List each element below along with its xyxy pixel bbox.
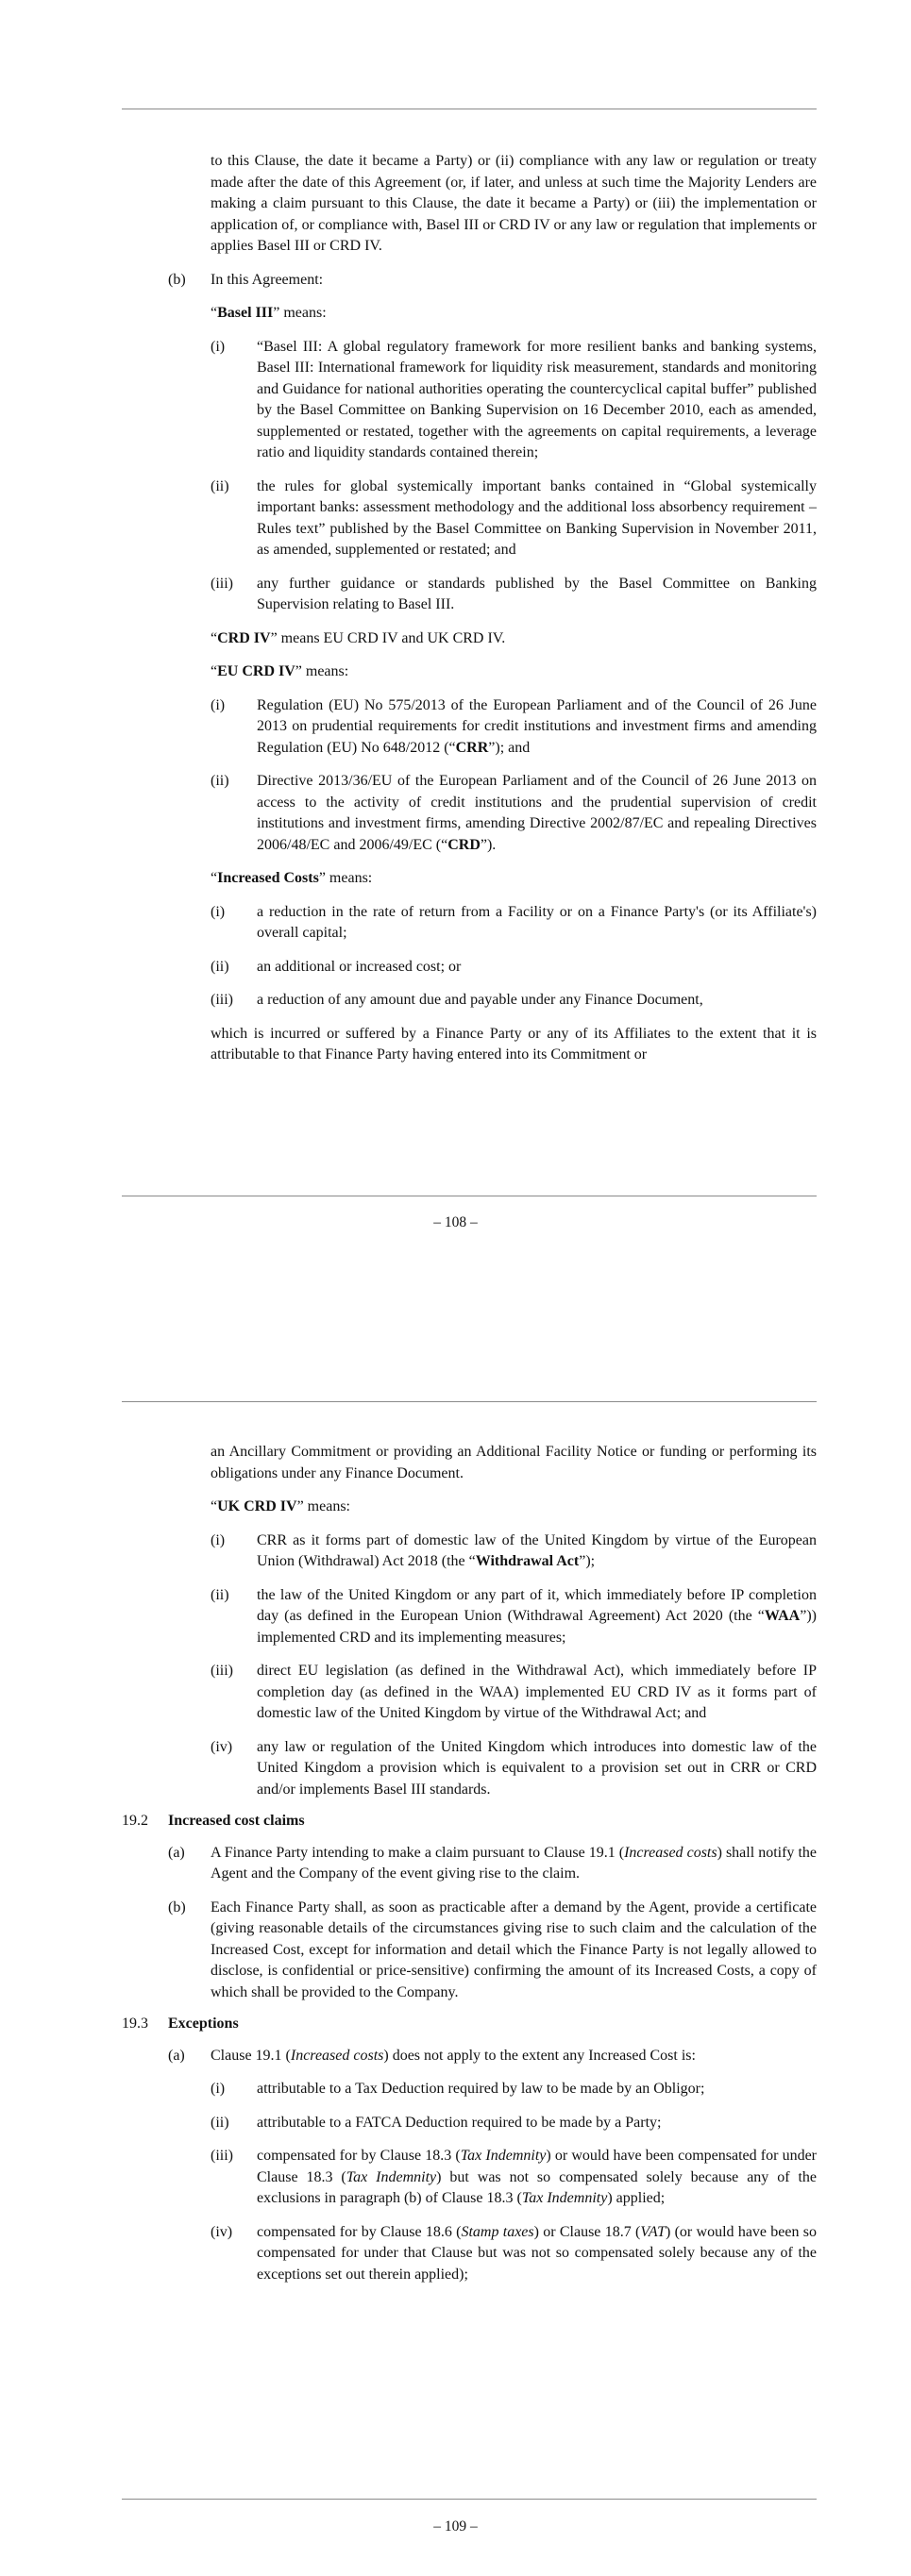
page-top-rule	[122, 1401, 817, 1402]
defined-term: EU CRD IV	[217, 663, 295, 679]
list-item: (ii) the law of the United Kingdom or any part of it, which immediately before IP completion day (as defined in the European Union (Withdrawal Agreement) Act 2020 (the “WAA”)) implemented CRD and its implementing measures;	[211, 1586, 817, 1646]
paragraph-label: (b)	[168, 271, 186, 288]
page-108-body	[0, 151, 911, 1066]
clause-heading-19-2	[0, 1811, 911, 1832]
paragraph-b: (b) Each Finance Party shall, as soon as practicable after a demand by the Agent, provide a certificate (giving reasonable details of the circumstances giving rise to such claim and the calculation of the Increased Cost, except for information and detail which the Finance Party is not legally allowed to disclose, is confidential or price-sensitive) confirming the amount of its Increased Costs, a copy of which shall be provided to the Company.	[168, 1899, 817, 2000]
paragraph-a: (a) A Finance Party intending to make a claim pursuant to Clause 19.1 (Increased costs) shall notify the Agent and the Company of the event giving rise to the claim.	[168, 1844, 817, 1882]
definition-increased-costs: “Increased Costs” means:	[211, 870, 373, 886]
paragraph-text: In this Agreement:	[211, 271, 324, 288]
defined-term: Increased Costs	[217, 870, 319, 886]
clause-title: Exceptions	[168, 2016, 239, 2032]
page-108	[0, 0, 911, 1274]
list-item: (iv) compensated for by Clause 18.6 (Stamp taxes) or Clause 18.7 (VAT) (or would have been so compensated for under that Clause but was not so compensated solely because any of the exceptions set out therein applied);	[211, 2223, 818, 2283]
paragraph-a: (a) Clause 19.1 (Increased costs) does not apply to the extent any Increased Cost is:	[168, 2047, 696, 2064]
continued-paragraph: an Ancillary Commitment or providing an Additional Facility Notice or funding or performing its obligations under any Finance Document.	[211, 1444, 817, 1481]
paragraph-b	[0, 270, 911, 292]
list-item: (i) a reduction in the rate of return from a Facility or on a Finance Party's (or its Affiliate's) overall capital;	[211, 903, 817, 941]
clause-title: Increased cost claims	[168, 1813, 305, 1829]
list-item: (ii) the rules for global systemically important banks contained in “Global systemically important banks: assessment methodology and the additional loss absorbency requirement – Rules text” published by the Basel Committee on Banking Supervision in November 2011, as amended, supplemented or restated; and	[211, 477, 817, 558]
page-109	[0, 1415, 911, 2576]
defined-term: UK CRD IV	[217, 1498, 297, 1514]
list-item: (i) CRR as it forms part of domestic law of the United Kingdom by virtue of the European Union (Withdrawal) Act 2018 (the “Withdrawal Act”);	[211, 1531, 817, 1569]
list-item: (ii) attributable to a FATCA Deduction required to be made by a Party;	[211, 2114, 662, 2131]
clause-number: 19.3	[122, 2016, 148, 2032]
definition-uk-crd-iv: “UK CRD IV” means:	[211, 1498, 350, 1514]
definition-tail: which is incurred or suffered by a Finance Party or any of its Affiliates to the extent that it is attributable to that Finance Party having entered into its Commitment or	[211, 1025, 817, 1062]
list-item: (iii) direct EU legislation (as defined in the Withdrawal Act), which immediately before IP completion day (as defined in the WAA) implemented EU CRD IV as it forms part of domestic law of the United Kingdom by virtue of the Withdrawal Act; and	[211, 1663, 817, 1721]
definition-basel-iii: “Basel III” means:	[211, 305, 327, 321]
defined-term: CRD IV	[217, 629, 271, 646]
clause-heading-19-3	[0, 2014, 911, 2035]
definition-eu-crd-iv: “EU CRD IV” means:	[211, 663, 349, 679]
clause-number: 19.2	[122, 1813, 148, 1829]
list-item: (i) Regulation (EU) No 575/2013 of the European Parliament and of the Council of 26 June 2013 on prudential requirements for credit institutions and investment firms and amending Regulation (EU) No 648/2012 (“CRR”); and	[211, 696, 817, 756]
page-number: – 108 –	[433, 1214, 478, 1230]
page-number: – 109 –	[433, 2518, 478, 2534]
defined-term: Basel III	[217, 305, 274, 321]
list-item: (iii) a reduction of any amount due and payable under any Finance Document,	[211, 992, 703, 1008]
definition-crd-iv: “CRD IV” means EU CRD IV and UK CRD IV.	[211, 629, 506, 646]
list-item: (iv) any law or regulation of the United Kingdom which introduces into domestic law of the United Kingdom a provision which is equivalent to a provision set out in CRR or CRD and/or implements Basel III standards.	[211, 1738, 817, 1798]
list-item: (i) attributable to a Tax Deduction required by law to be made by an Obligor;	[211, 2081, 705, 2097]
list-item: (i) “Basel III: A global regulatory framework for more resilient banks and banking systems, Basel III: International framework for liquidity risk measurement, standards and monitoring and Guidance for national authorities operating the countercyclical capital buffer” published by the Basel Committee on Banking Supervision on 16 December 2010, each as amended, supplemented or restated, together with the agreements on capital requirements, a leverage ratio and liquidity standards contained therein;	[211, 338, 817, 460]
continued-paragraph: to this Clause, the date it became a Party) or (ii) compliance with any law or regulation or treaty made after the date of this Agreement (or, if later, and unless at such time the Majority Lenders are making a claim pursuant to this Clause, the date it became a Party) or (iii) the implementation or application of, or compliance with, Basel III or CRD IV or any law or regulation that implements or applies Basel III or CRD IV.	[211, 153, 817, 254]
list-item: (ii) Directive 2013/36/EU of the European Parliament and of the Council of 26 June 2013 on access to the activity of credit institutions and the prudential supervision of credit institutions and investment firms, amending Directive 2002/87/EC and repealing Directives 2006/48/EC and 2006/49/EC (“CRD”).	[211, 773, 817, 853]
list-item: (iii) compensated for by Clause 18.3 (Tax Indemnity) or would have been compensated for under Clause 18.3 (Tax Indemnity) but was not so compensated solely because any of the exclusions in paragraph (b) of Clause 18.3 (Tax Indemnity) applied;	[211, 2148, 818, 2206]
list-item: (iii) any further guidance or standards published by the Basel Committee on Banking Supervision relating to Basel III.	[211, 575, 817, 612]
page-109-body	[0, 1442, 911, 2285]
page-bottom-rule	[122, 2499, 817, 2500]
list-item: (ii) an additional or increased cost; or	[211, 958, 462, 975]
